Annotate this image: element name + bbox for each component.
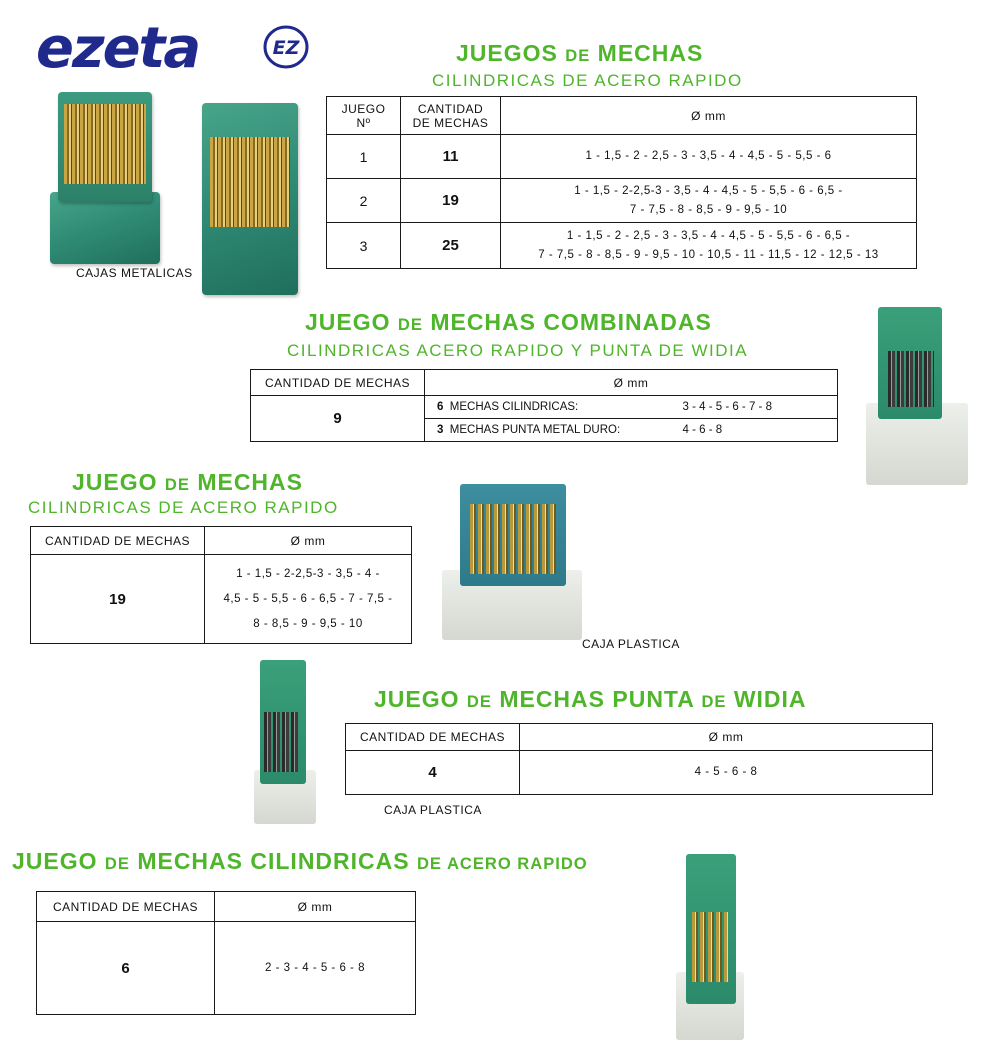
- section5-table: [36, 891, 416, 1015]
- combined-set-photo: [866, 307, 968, 485]
- cylindrical-set-photo: [676, 854, 744, 1040]
- section4-table: [345, 723, 933, 795]
- header-qty: CANTIDAD DE MECHAS: [346, 724, 520, 751]
- table-row: 9 6 MECHAS CILINDRICAS: 3 - 4 - 5 - 6 - 7 - 8: [251, 396, 838, 419]
- section3-subtitle: CILINDRICAS DE ACERO RAPIDO: [28, 498, 339, 517]
- header-qty: CANTIDAD DE MECHAS: [251, 370, 425, 396]
- header-juego: JUEGO Nº: [327, 97, 401, 135]
- header-diameter: Ø mm: [501, 97, 917, 135]
- section3-table: [30, 526, 412, 644]
- header-qty: CANTIDAD DE MECHAS: [37, 892, 215, 922]
- header-qty: CANTIDAD DE MECHAS: [401, 97, 501, 135]
- header-diameter: Ø mm: [425, 370, 838, 396]
- table-row: 6 2 - 3 - 4 - 5 - 6 - 8: [37, 922, 416, 1015]
- metal-box-photo-small: [50, 92, 160, 262]
- section1-caption: CAJAS METALICAS: [76, 266, 193, 280]
- section1-subtitle: CILINDRICAS DE ACERO RAPIDO: [432, 71, 743, 90]
- section3-title: JUEGO DE MECHAS: [72, 469, 303, 495]
- brand-logo-wordmark: ezeta: [36, 16, 200, 81]
- section2-subtitle: CILINDRICAS ACERO RAPIDO Y PUNTA DE WIDIA: [287, 341, 749, 360]
- section5-title: JUEGO DE MECHAS CILINDRICAS DE ACERO RAPIDO: [12, 848, 588, 874]
- table-row: 3 25 1 - 1,5 - 2 - 2,5 - 3 - 3,5 - 4 - 4,5 - 5 - 5,5 - 6 - 6,5 - 7 - 7,5 - 8 - 8,5 - 9 - 9,5 - 10 - 10,5 - 11 - 11,5 - 12 - 12,5 - 13: [327, 223, 917, 269]
- table-row: 2 19 1 - 1,5 - 2-2,5-3 - 3,5 - 4 - 4,5 - 5 - 5,5 - 6 - 6,5 - 7 - 7,5 - 8 - 8,5 - 9 - 9,5 - 10: [327, 179, 917, 223]
- section4-title: JUEGO DE MECHAS PUNTA DE WIDIA: [374, 686, 807, 712]
- brand-mark-text: EZ: [272, 37, 300, 59]
- section4-caption: CAJA PLASTICA: [384, 803, 482, 817]
- table-row: 3 MECHAS PUNTA METAL DURO: 4 - 6 - 8: [251, 419, 838, 442]
- table-row: 1 11 1 - 1,5 - 2 - 2,5 - 3 - 3,5 - 4 - 4,5 - 5 - 5,5 - 6: [327, 135, 917, 179]
- plastic-case-photo: [442, 484, 582, 640]
- section1-table: [326, 96, 917, 269]
- table-row: 19 1 - 1,5 - 2-2,5-3 - 3,5 - 4 - 4,5 - 5 - 5,5 - 6 - 6,5 - 7 - 7,5 - 8 - 8,5 - 9 - 9,5 - 10: [31, 555, 412, 644]
- header-diameter: Ø mm: [520, 724, 933, 751]
- metal-box-photo-large: [202, 103, 298, 295]
- section2-title: JUEGO DE MECHAS COMBINADAS: [305, 309, 712, 335]
- header-qty: CANTIDAD DE MECHAS: [31, 527, 205, 555]
- table-row: 4 4 - 5 - 6 - 8: [346, 751, 933, 795]
- section2-table: [250, 369, 838, 442]
- header-diameter: Ø mm: [215, 892, 416, 922]
- section1-title: JUEGOS DE MECHAS: [456, 40, 704, 66]
- brand-ez-emblem-icon: [262, 24, 310, 70]
- widia-set-photo: [254, 660, 316, 824]
- header-diameter: Ø mm: [205, 527, 412, 555]
- section3-caption: CAJA PLASTICA: [582, 637, 680, 651]
